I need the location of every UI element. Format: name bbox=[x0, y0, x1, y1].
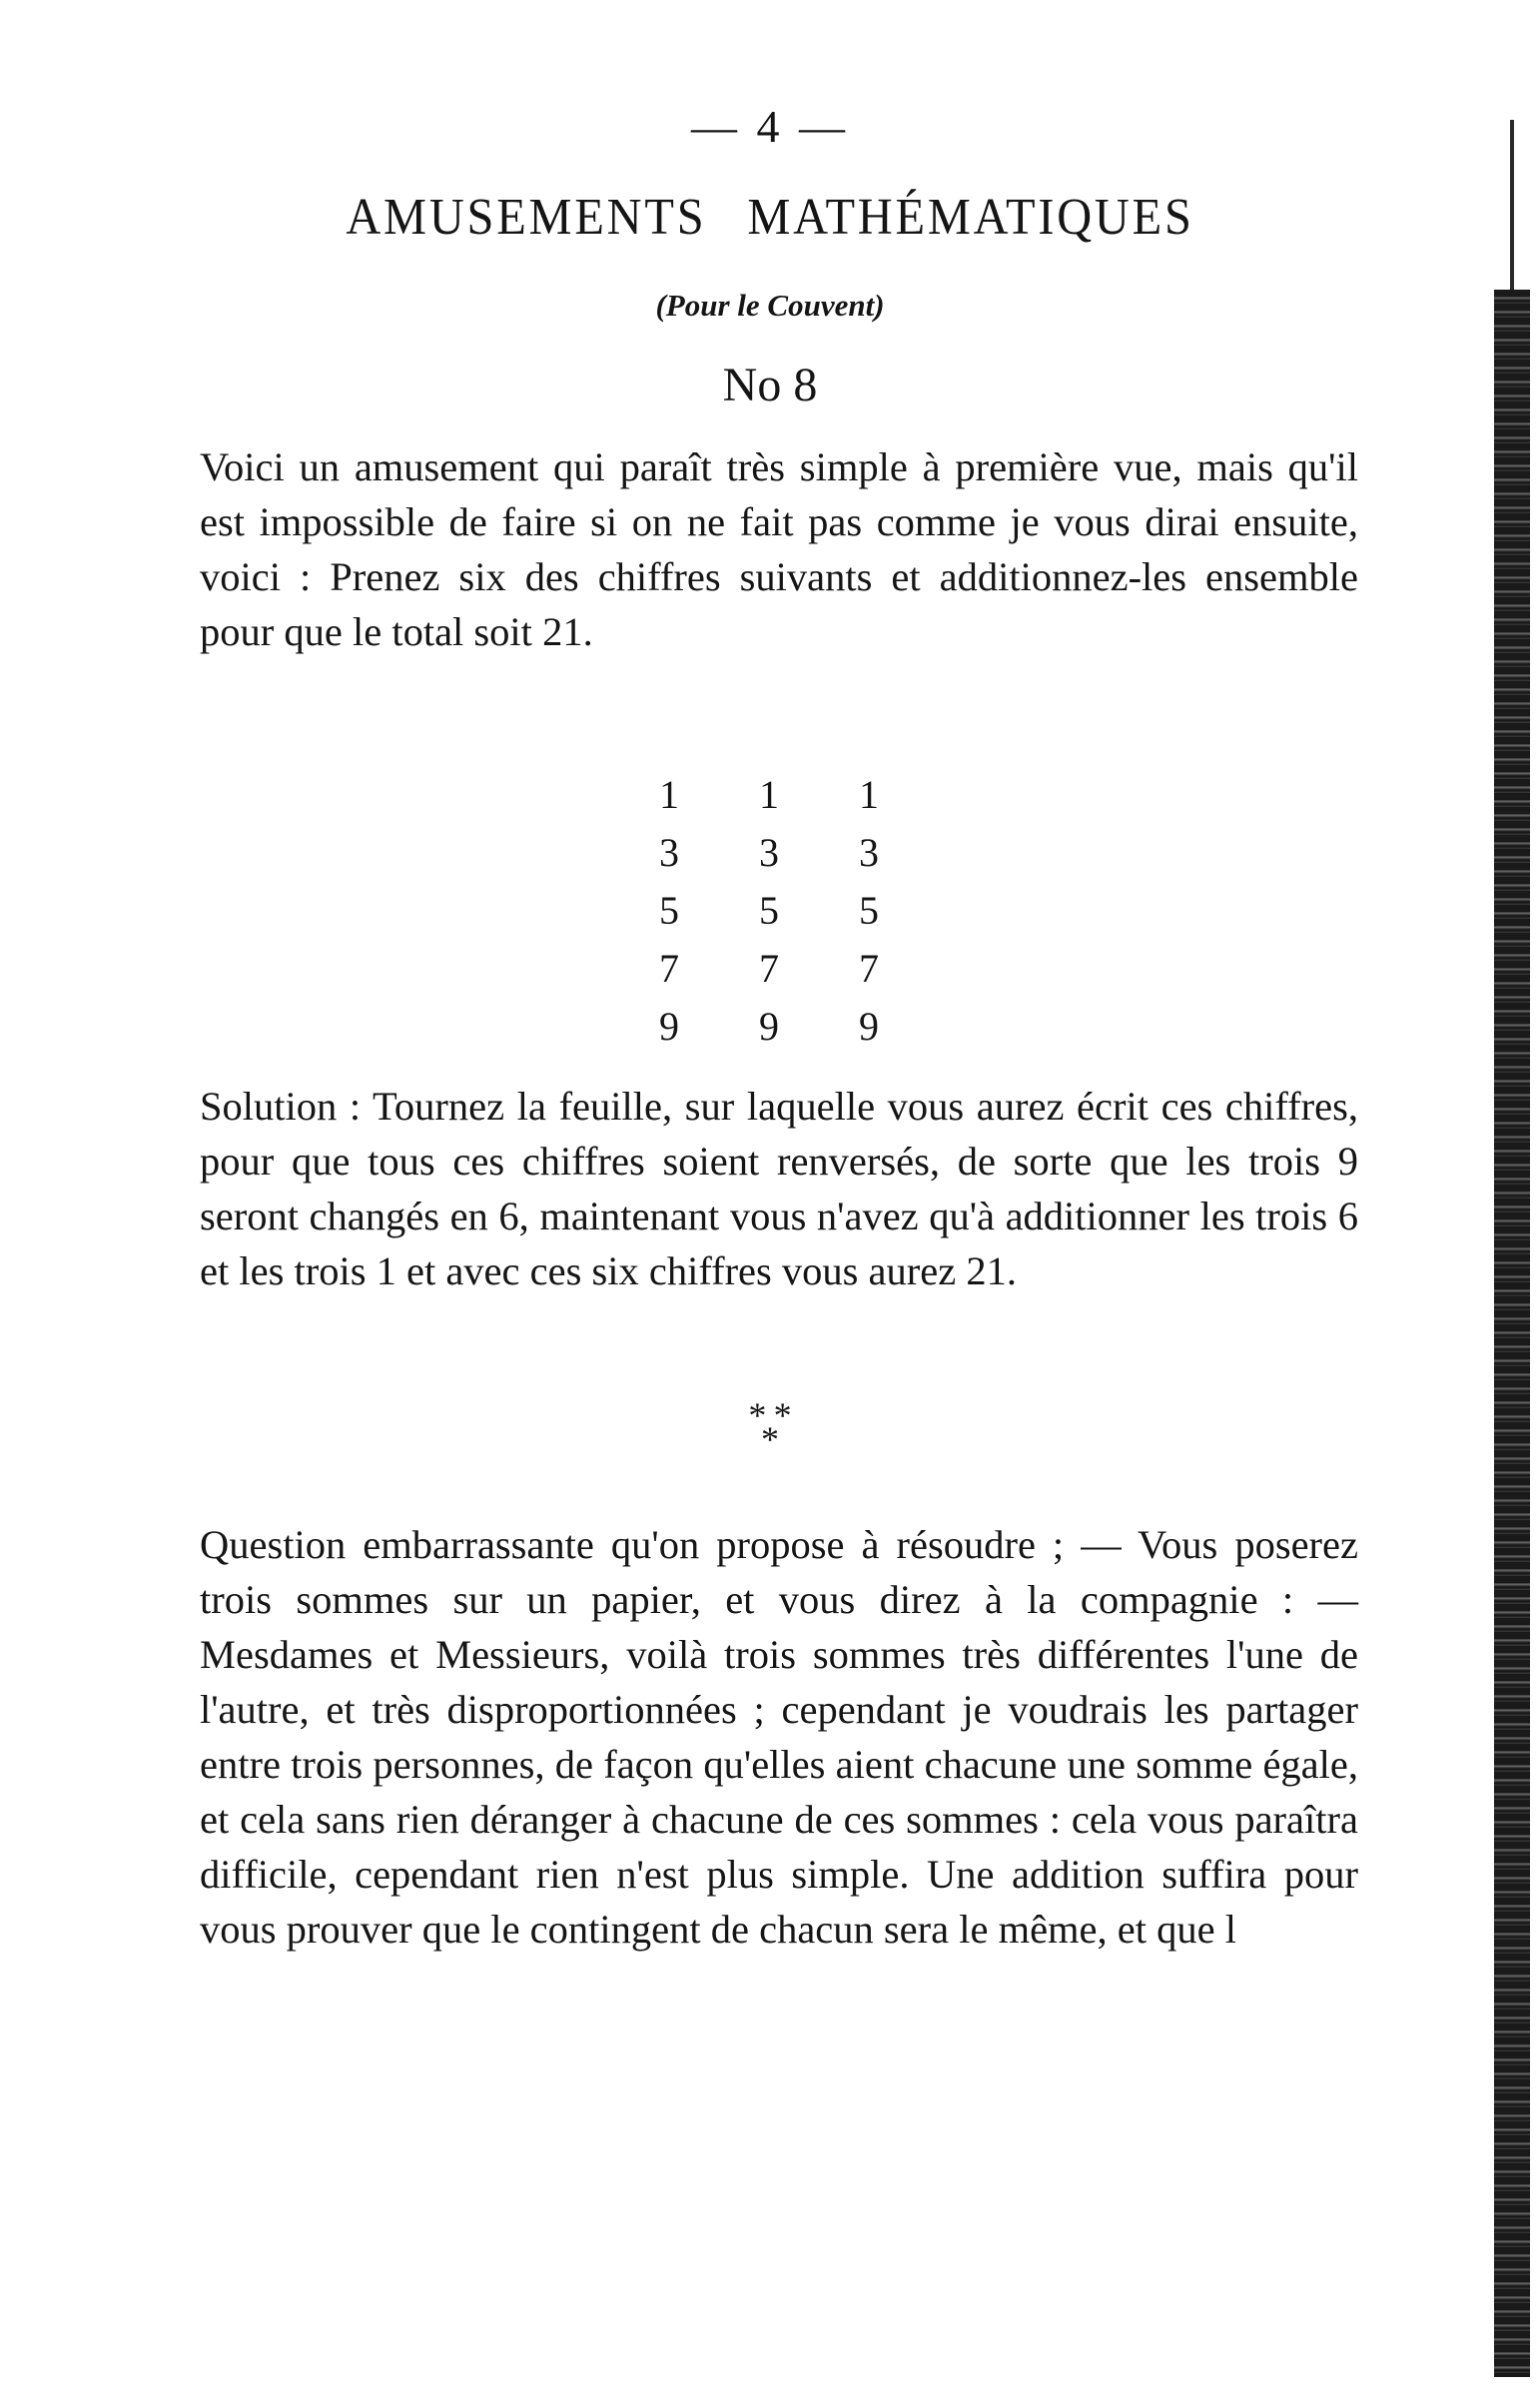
figure-cell: 9 bbox=[759, 1004, 779, 1049]
figure-cell: 3 bbox=[759, 830, 779, 875]
figure-cell: 5 bbox=[859, 888, 879, 933]
binding-edge-bar bbox=[1494, 290, 1530, 2377]
figure-cell: 7 bbox=[759, 946, 779, 991]
page-title: AMUSEMENTS MATHÉMATIQUES bbox=[346, 189, 1194, 246]
figure-cell: 7 bbox=[659, 946, 679, 991]
figure-cell: 3 bbox=[859, 830, 879, 875]
page-subtitle: (Pour le Couvent) bbox=[655, 288, 885, 323]
figure-cell: 5 bbox=[759, 888, 779, 933]
figure-cell: 1 bbox=[759, 772, 779, 817]
figure-cell: 7 bbox=[859, 946, 879, 991]
page-edge bbox=[1488, 0, 1540, 2408]
figure-cell: 9 bbox=[659, 1004, 679, 1049]
figure-cell: 1 bbox=[659, 772, 679, 817]
page-number: — 4 — bbox=[691, 101, 849, 152]
binding-edge-line bbox=[1510, 120, 1514, 300]
intro-paragraph: Voici un amusement qui paraît très simple à première vue, mais qu'il est impossible de faire si on ne fait pas comme je vous dirai ensuite, voici : Prenez six des chiffres suivants et additionnez-les ensemble pour que le total soit 21. bbox=[200, 444, 1358, 654]
figure-cell: 9 bbox=[859, 1004, 879, 1049]
section-number: No 8 bbox=[722, 359, 818, 411]
figure-cell: 5 bbox=[659, 888, 679, 933]
figure-cell: 3 bbox=[659, 830, 679, 875]
asterism-separator: * * * bbox=[748, 1395, 792, 1459]
figures-table bbox=[619, 766, 919, 1056]
figure-cell: 1 bbox=[859, 772, 879, 817]
question-paragraph: Question embarrassante qu'on propose à résoudre ; — Vous poserez trois sommes sur un papier, et vous direz à la compagnie : — Mesdames et Messieurs, voilà trois sommes très différentes l'une de l'autre, et très disproportionnées ; cependant je voudrais les partager entre trois personnes, de façon qu'elles aient chacune une somme égale, et cela sans rien déranger à chacune de ces sommes : cela vous paraîtra difficile, cependant rien n'est plus simple. Une addition suffira pour vous prouver que le contingent de chacun sera le même, et que l bbox=[200, 1522, 1358, 1952]
solution-paragraph: Solution : Tournez la feuille, sur laquelle vous aurez écrit ces chiffres, pour que tous ces chiffres soient renversés, de sorte que les trois 9 seront changés en 6, maintenant vous n'avez qu'à additionner les trois 6 et les trois 1 et avec ces six chiffres vous aurez 21. bbox=[200, 1084, 1358, 1293]
